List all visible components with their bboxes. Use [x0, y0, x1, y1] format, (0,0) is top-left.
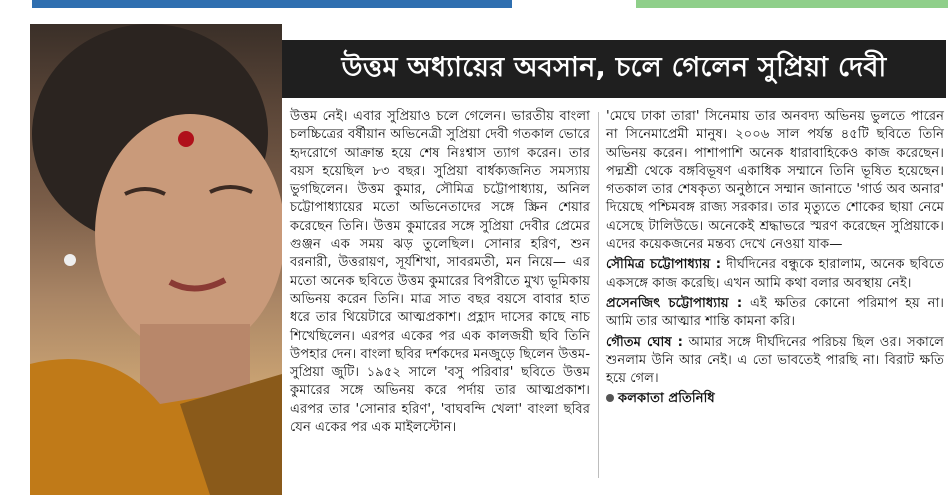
quote-text: এই ক্ষতির কোনো পরিমাপ হয় না। আমি তার আত্মার শান্তি কামনা করি।	[606, 295, 944, 330]
quote-text: আমার সঙ্গে দীর্ঘদিনের পরিচয় ছিল ওর। সকালে শুনলাম উনি আর নেই। এ তো ভাবতেই পারছি না। বিরাট ক্ষতি হয়ে গেল।	[606, 334, 944, 387]
bindi	[178, 131, 194, 147]
top-accent-bar-blue	[32, 0, 512, 8]
right-column-intro: 'মেঘে ঢাকা তারা' সিনেমায় তার অনবদ্য অভিনয় ভুলতে পারেন না সিনেমাপ্রেমী মানুষ। ২০০৬ সাল পর্যন্ত ৪৫টি ছবিতে তিনি অভিনয় করেন। পাশাপাশি অনেক ধারাবাহিকেও কাজ করেছেন। পদ্মশ্রী থেকে বঙ্গবিভূষণ একাধিক সম্মানে তিনি ভূষিত হয়েছেন। গতকাল তার শেষকৃত্য অনুষ্ঠানে সম্মান জানাতে 'গার্ড অব অনার' দিয়েছে পশ্চিমবঙ্গ রাজ্য সরকার। তার মৃত্যুতে শোকের ছায়া নেমে এসেছে টালিউডে। অনেকেই শ্রদ্ধাভরে স্মরণ করেছেন সুপ্রিয়াকে। এদের কয়েকজনের মন্তব্য দেখে নেওয়া যাক—	[606, 109, 944, 253]
portrait-photo	[30, 24, 282, 495]
column-divider	[598, 112, 599, 478]
quote-goutam	[606, 334, 944, 389]
quote-speaker: সৌমিত্র চট্টোপাধ্যায় :	[606, 257, 722, 273]
quote-text: দীর্ঘদিনের বন্ধুকে হারালাম, অনেক ছবিতে একসঙ্গে কাজ করেছি। এখন আমি কথা বলার অবস্থায় নেই।	[606, 257, 945, 291]
left-column-paragraph: উত্তম নেই। এবার সুপ্রিয়াও চলে গেলেন। ভারতীয় বাংলা চলচ্চিত্রের বর্ষীয়ান অভিনেত্রী সুপ্রিয়া দেবী গতকাল ভোরে হৃদরোগে আক্রান্ত হয়ে শেষ নিঃশ্বাস ত্যাগ করেন। তার বয়স হয়েছিল ৮৩ বছর। সুপ্রিয়া বার্ধক্যজনিত সমস্যায় ভুগছিলেন। উত্তম কুমার, সৌমিত্র চট্টোপাধ্যায়, অনিল চট্টোপাধ্যায়ের মতো অভিনেতাদের সঙ্গে স্ক্রিন শেয়ার করেছেন তিনি। উত্তম কুমারের সঙ্গে সুপ্রিয়া দেবীর প্রেমের গুঞ্জন এক সময় ঝড় তুলেছিল। সোনার হরিণ, শুন বরনারী, উত্তরায়ণ, সূর্যশিখা, সাবরমতী, মন নিয়ে— এর মতো অনেক ছবিতে উত্তম কুমারের বিপরীতে মুখ্য ভূমিকায় অভিনয় করেন তিনি। মাত্র সাত বছর বয়সে বাবার হাত ধরে তার থিয়েটারে আত্মপ্রকাশ। প্রহ্লাদ দাসের কাছে নাচ শিখেছিলেন। এরপর একের পর এক কালজয়ী ছবি তিনি উপহার দেন। বাংলা ছবির দর্শকদের মনজুড়ে ছিলেন উত্তম-সুপ্রিয়া জুটি। ১৯৫২ সালে 'বসু পরিবার' ছবিতে উত্তম কুমারের সঙ্গে অভিনয় করে পর্দায় তার আত্মপ্রকাশ। এরপর তার 'সোনার হরিণ', 'বাঘবন্দি খেলা' বাংলা ছবির যেন একের পর এক মাইলস্টোন।	[290, 109, 590, 436]
quote-prosenjit	[606, 295, 944, 332]
quote-speaker: গৌতম ঘোষ :	[606, 334, 683, 350]
byline	[606, 390, 944, 408]
top-accent-bar-green	[636, 0, 948, 8]
article-column-right	[606, 108, 944, 409]
face-shape	[95, 114, 282, 354]
quote-soumitra	[606, 256, 944, 293]
earring	[64, 254, 76, 266]
bullet-icon	[606, 394, 614, 402]
headline-banner	[282, 40, 946, 98]
quote-speaker: প্রসেনজিৎ চট্টোপাধ্যায় :	[606, 295, 743, 311]
article-column-left	[290, 108, 590, 439]
byline-text: কলকাতা প্রতিনিধি	[618, 391, 715, 407]
portrait-illustration	[30, 24, 282, 495]
headline: উত্তম অধ্যায়ের অবসান, চলে গেলেন সুপ্রিয়া দেবী	[341, 51, 887, 83]
